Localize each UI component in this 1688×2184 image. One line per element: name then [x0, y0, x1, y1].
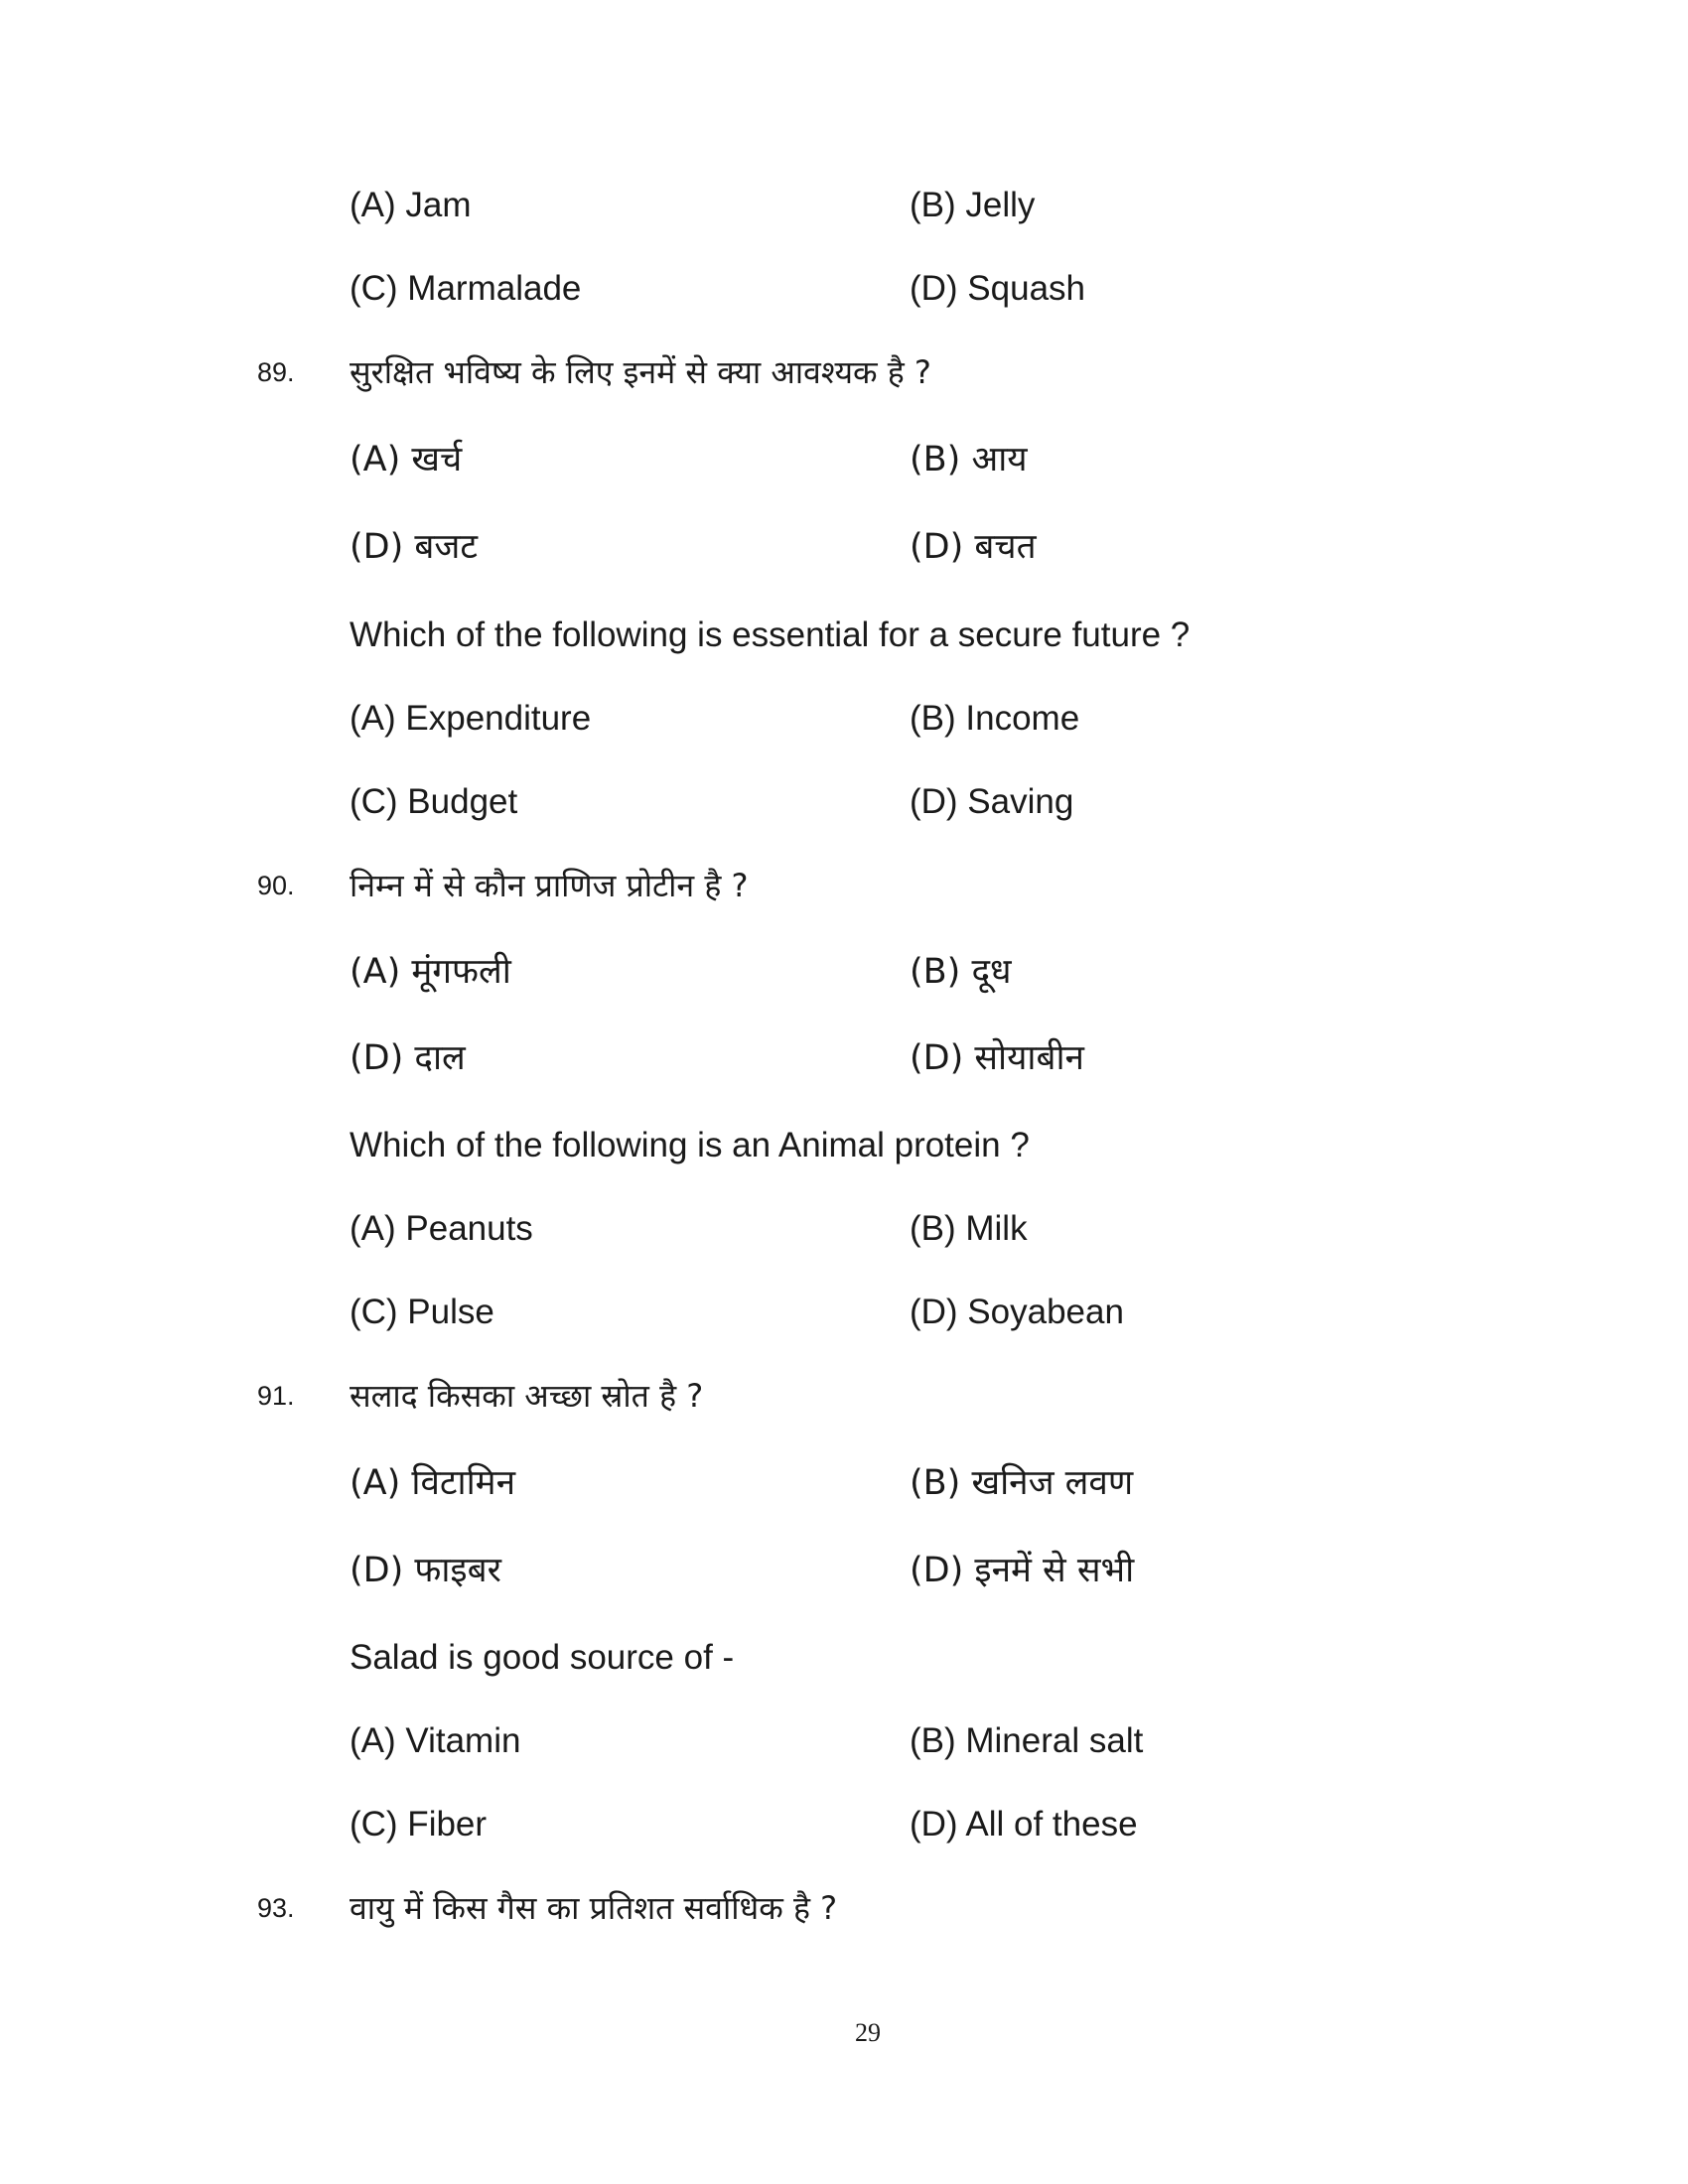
question-line	[0, 1628, 1688, 1688]
question-line	[0, 1878, 1688, 1938]
option-left: (A) Expenditure	[350, 699, 592, 738]
option-right: (D) Saving	[910, 782, 1074, 821]
option-left: (A) मूंगफली	[350, 952, 511, 992]
question-line	[0, 856, 1688, 915]
question-text: वायु में किस गैस का प्रतिशत सर्वाधिक है ?	[350, 1889, 838, 1927]
option-left: (C) Marmalade	[350, 269, 582, 308]
option-left: (A) खर्च	[350, 440, 463, 479]
options-line	[0, 942, 1688, 1002]
option-left: (D) बजट	[350, 527, 478, 567]
option-left: (C) Budget	[350, 782, 518, 821]
question-number: 93.	[257, 1893, 295, 1923]
option-left: (A) Vitamin	[350, 1721, 521, 1760]
question-text: सलाद किसका अच्छा स्रोत है ?	[350, 1377, 704, 1415]
option-right: (D) All of these	[910, 1805, 1138, 1843]
question-line	[0, 1366, 1688, 1426]
option-left: (C) Pulse	[350, 1293, 494, 1331]
question-line	[0, 606, 1688, 665]
options-line	[0, 772, 1688, 832]
options-line	[0, 689, 1688, 749]
option-right: (B) Milk	[910, 1209, 1028, 1248]
options-line	[0, 517, 1688, 577]
question-text: Which of the following is an Animal protein ?	[350, 1126, 1030, 1164]
options-line	[0, 1028, 1688, 1088]
question-number: 91.	[257, 1381, 295, 1411]
option-right: (D) सोयाबीन	[910, 1038, 1084, 1078]
question-text: Salad is good source of -	[350, 1638, 735, 1677]
page-number: 29	[855, 2018, 881, 2047]
question-text: निम्न में से कौन प्राणिज प्रोटीन है ?	[350, 867, 749, 904]
option-right: (B) खनिज लवण	[910, 1463, 1134, 1503]
option-right: (B) Income	[910, 699, 1080, 738]
options-line	[0, 176, 1688, 235]
option-right: (D) Soyabean	[910, 1293, 1124, 1331]
options-line	[0, 1283, 1688, 1342]
option-right: (B) Jelly	[910, 186, 1036, 224]
options-line	[0, 430, 1688, 489]
question-line	[0, 342, 1688, 402]
option-left: (D) दाल	[350, 1038, 466, 1078]
option-left: (A) Jam	[350, 186, 472, 224]
option-right: (D) बचत	[910, 527, 1037, 567]
option-left: (D) फाइबर	[350, 1551, 501, 1590]
question-number: 89.	[257, 357, 295, 387]
question-text: सुरक्षित भविष्य के लिए इनमें से क्या आवश्यक है ?	[350, 353, 931, 391]
option-right: (D) Squash	[910, 269, 1086, 308]
options-line	[0, 1541, 1688, 1600]
options-line	[0, 259, 1688, 319]
option-right: (B) आय	[910, 440, 1028, 479]
option-left: (A) Peanuts	[350, 1209, 533, 1248]
options-line	[0, 1199, 1688, 1259]
option-left: (A) विटामिन	[350, 1463, 516, 1503]
options-line	[0, 1711, 1688, 1771]
question-number: 90.	[257, 871, 295, 900]
options-line	[0, 1453, 1688, 1513]
option-right: (B) दूध	[910, 952, 1012, 992]
question-line	[0, 1116, 1688, 1175]
option-left: (C) Fiber	[350, 1805, 488, 1843]
option-right: (D) इनमें से सभी	[910, 1551, 1135, 1590]
option-right: (B) Mineral salt	[910, 1721, 1144, 1760]
question-text: Which of the following is essential for a secure future ?	[350, 615, 1191, 654]
options-line	[0, 1795, 1688, 1854]
